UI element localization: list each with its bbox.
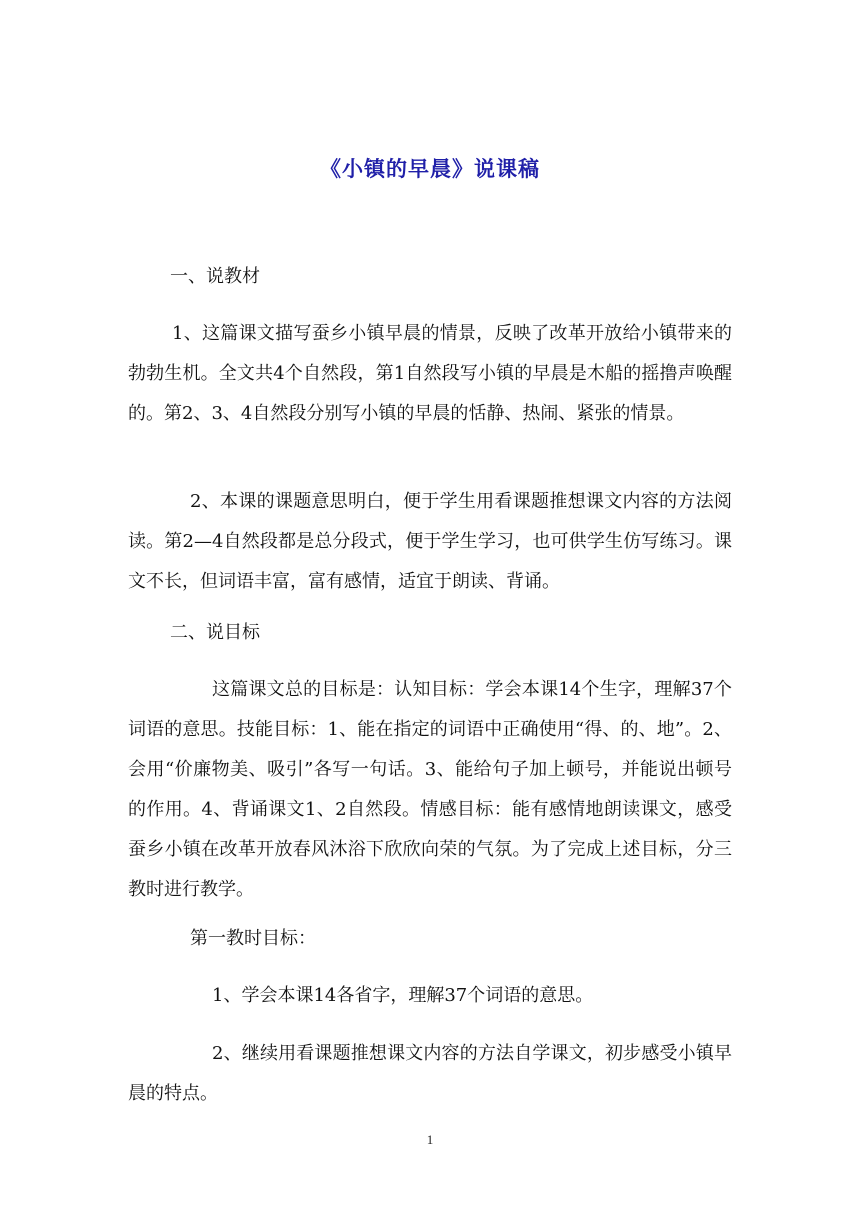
lesson-one-item-1: 1、学会本课14各省字，理解37个词语的意思。 [212,985,594,1006]
lesson-one-item-2: 2、继续用看课题推想课文内容的方法自学课文，初步感受小镇早晨的特点。 [128,1043,732,1104]
section-heading-goals: 二、说目标 [170,622,260,643]
paragraph-textbook-1: 1、这篇课文描写蚕乡小镇早晨的情景，反映了改革开放给小镇带来的勃勃生机。全文共4个自然段，第1自然段写小镇的早晨是木船的摇撸声唤醒的。第2、3、4自然段分别写小镇的早晨的恬静、热闹、紧张的情景。 [128,323,732,424]
document-title: 《小镇的早晨》说课稿 [320,156,540,181]
page-number: 1 [426,1132,434,1147]
paragraph-textbook-2: 2、本课的课题意思明白，便于学生用看课题推想课文内容的方法阅读。第2—4自然段都是总分段式，便于学生学习，也可供学生仿写练习。课文不长，但词语丰富，富有感情，适宜于朗读、背诵。 [128,491,732,592]
paragraph-goals: 这篇课文总的目标是：认知目标：学会本课14个生字，理解37个词语的意思。技能目标：1、能在指定的词语中正确使用“得、的、地”。2、会用“价廉物美、吸引”各写一句话。3、能给句子加上顿号，并能说出顿号的作用。4、背诵课文1、2自然段。情感目标：能有感情地朗读课文，感受蚕乡小镇在改革开放春风沐浴下欣欣向荣的气氛。为了完成上述目标，分三教时进行教学。 [128,679,732,900]
lesson-one-heading: 第一教时目标： [190,928,316,949]
section-heading-textbook: 一、说教材 [170,266,260,287]
